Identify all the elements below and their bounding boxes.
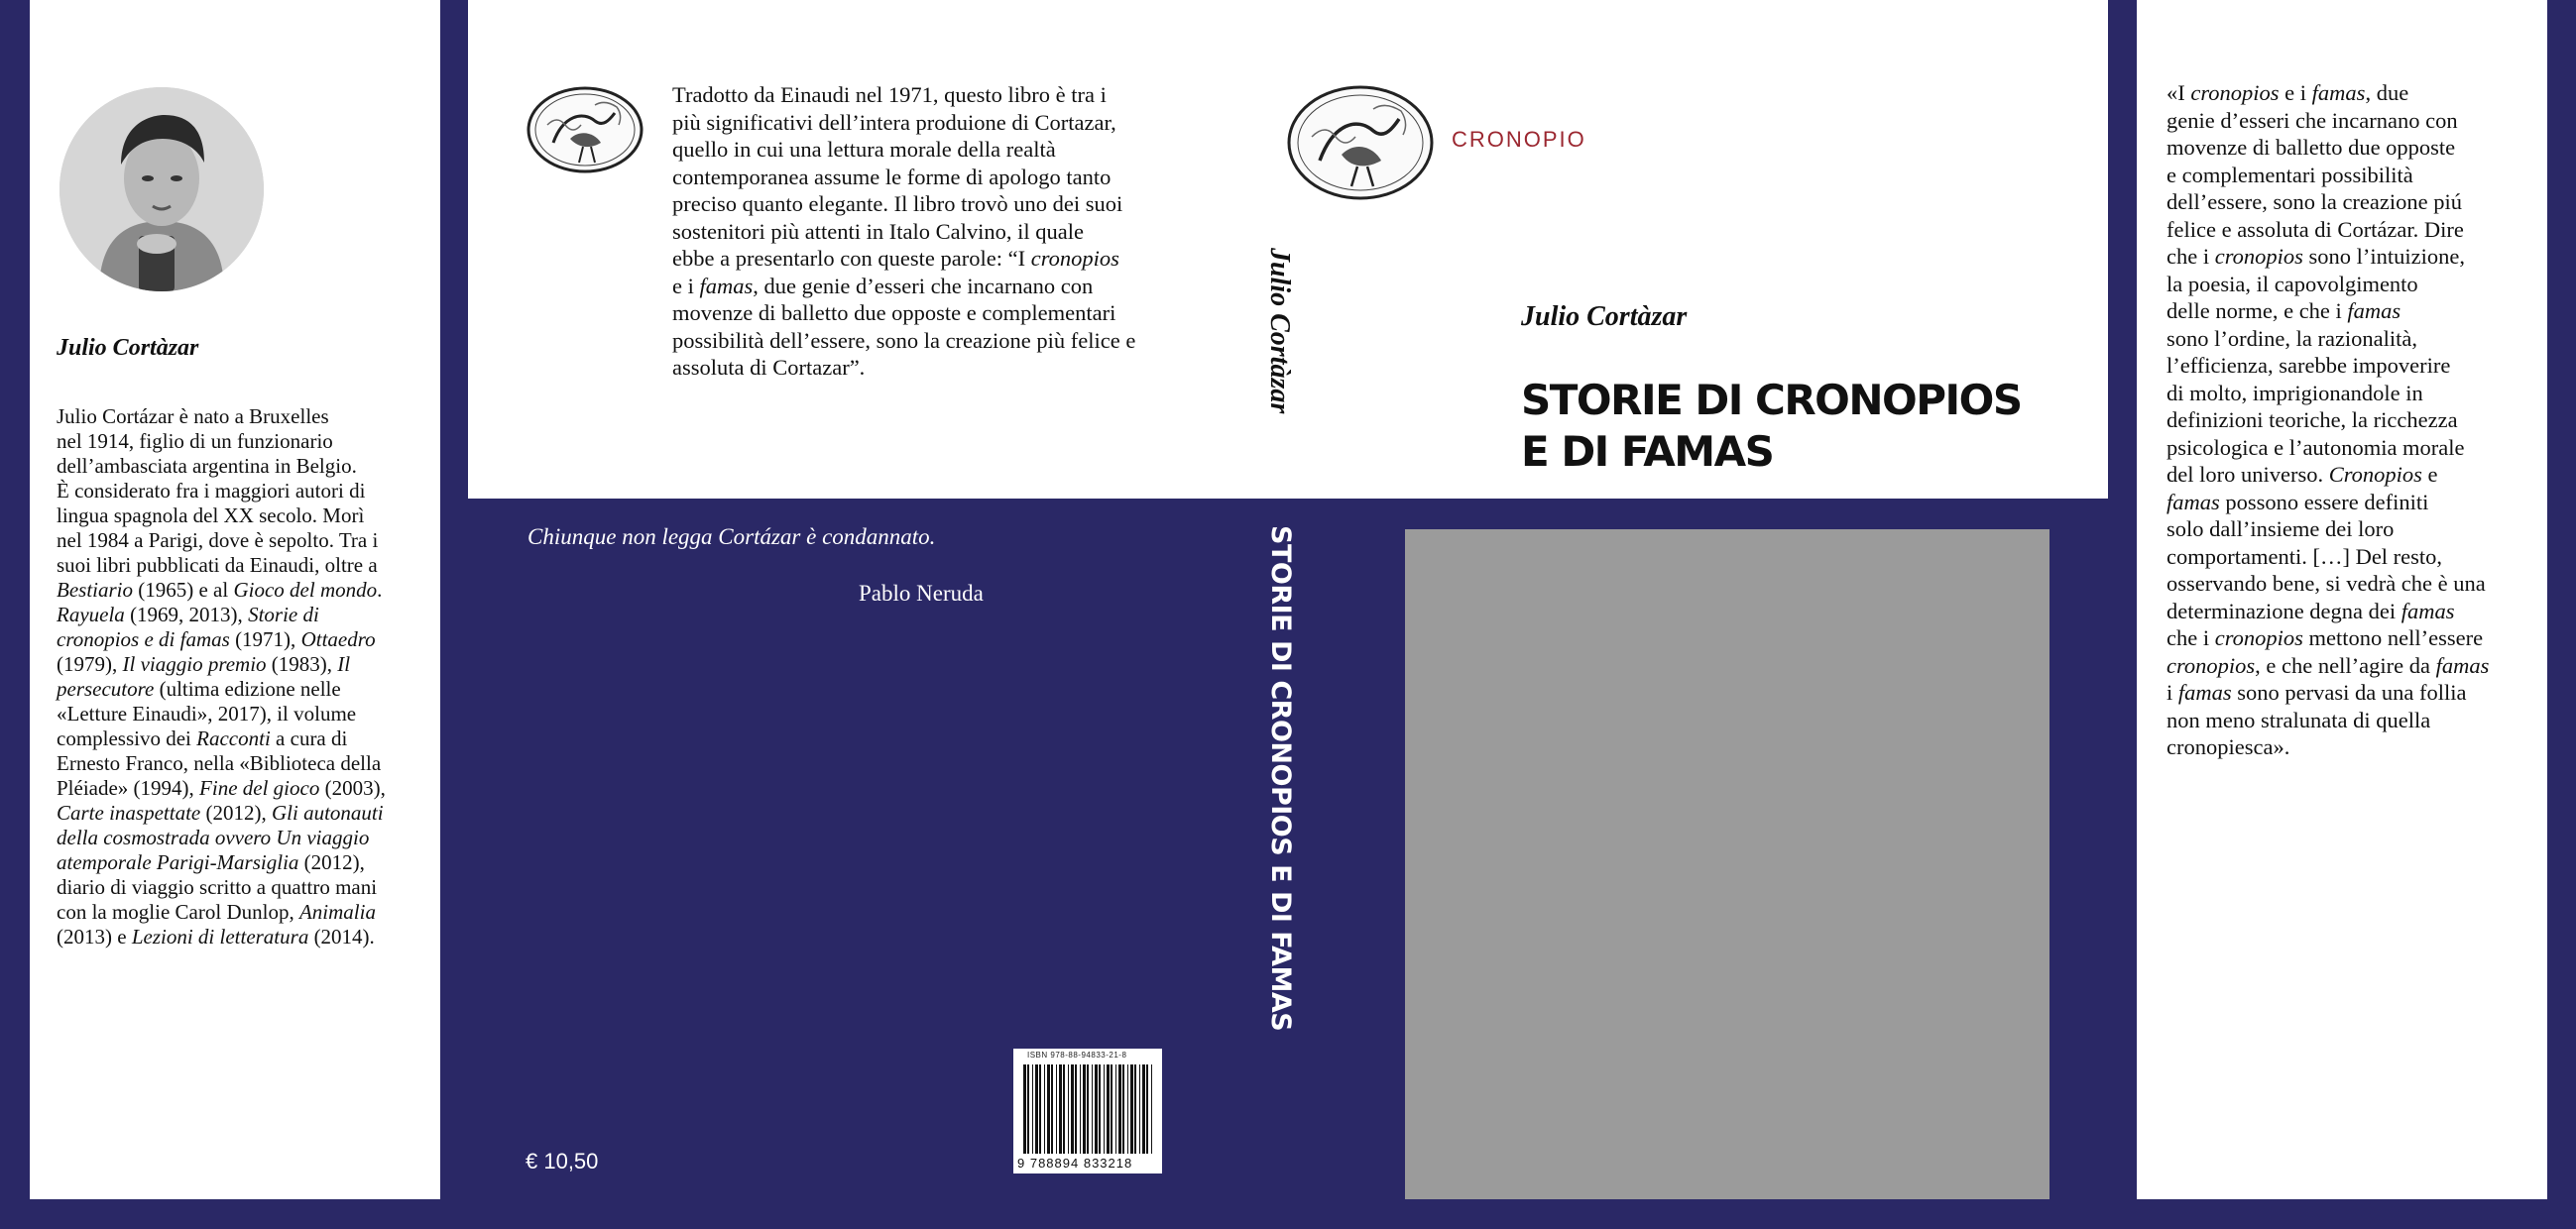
- barcode-bar: [1083, 1064, 1086, 1154]
- price: € 10,50: [526, 1149, 599, 1173]
- barcode-bar: [1080, 1064, 1081, 1154]
- barcode-bar: [1056, 1064, 1057, 1154]
- barcode-bar: [1087, 1064, 1089, 1154]
- text-run: sono l’ordine, la razionalità,: [2166, 325, 2418, 351]
- barcode-bar: [1051, 1064, 1053, 1154]
- barcode-bar: [1059, 1064, 1062, 1154]
- text-run: del loro universo.: [2166, 462, 2329, 487]
- author-photo: [59, 87, 264, 291]
- text-run: felice e assoluta di Cortázar. Dire: [2166, 216, 2464, 242]
- text-run: (1965) e al: [133, 578, 234, 602]
- crane-seal-icon: [526, 85, 644, 174]
- barcode-bar: [1107, 1064, 1110, 1154]
- text-run: Storie di: [248, 603, 319, 626]
- barcode-bar: [1023, 1064, 1026, 1154]
- text-run: (1969, 2013),: [124, 603, 249, 626]
- text-run: che i: [2166, 625, 2215, 650]
- text-run: osservando bene, si vedrà che è una: [2166, 571, 2486, 596]
- author-biography: [57, 404, 423, 950]
- text-run: Cronopios: [2328, 462, 2422, 487]
- text-run: Il viaggio premio: [122, 652, 267, 676]
- text-run: cronopiesca».: [2166, 734, 2290, 759]
- text-run: , due: [2365, 80, 2409, 105]
- text-run: diario di viaggio scritto a quattro mani: [57, 875, 378, 899]
- barcode-bar: [1075, 1064, 1077, 1154]
- text-run: (2003),: [319, 776, 386, 800]
- text-run: famas: [2166, 489, 2220, 514]
- book-title-line-1: STORIE DI CRONOPIOS: [1521, 376, 2022, 424]
- barcode-bar: [1044, 1064, 1045, 1154]
- text-run: movenze di balletto due opposte e complementari: [672, 300, 1116, 325]
- barcode-bar: [1095, 1064, 1098, 1154]
- publisher-brand: CRONOPIO: [1452, 127, 1586, 152]
- flap-author-name: Julio Cortàzar: [57, 335, 199, 361]
- text-run: determinazione degna dei: [2166, 598, 2401, 623]
- barcode-bar: [1130, 1064, 1133, 1154]
- author-portrait-icon: [59, 87, 264, 291]
- text-run: (2012),: [298, 850, 365, 874]
- top-band: [468, 0, 2108, 499]
- text-run: persecutore: [57, 677, 155, 701]
- text-run: che i: [2166, 244, 2215, 269]
- text-run: Pléiade» (1994),: [57, 776, 200, 800]
- text-run: possibilità dell’essere, sono la creazione più felice e: [672, 327, 1136, 353]
- isbn-label: ISBN 978-88-94833-21-8: [1027, 1051, 1127, 1060]
- text-run: Bestiario: [57, 578, 133, 602]
- text-run: , due genie d’esseri che incarnano con: [753, 273, 1094, 298]
- text-run: Gioco del mondo: [233, 578, 378, 602]
- text-run: movenze di balletto due opposte: [2166, 135, 2456, 160]
- text-run: della cosmostrada ovvero Un viaggio: [57, 826, 370, 849]
- text-run: (ultima edizione nelle: [154, 677, 341, 701]
- text-run: cronopios: [2214, 625, 2303, 650]
- barcode-bar: [1104, 1064, 1105, 1154]
- text-run: psicologica e l’autonomia morale: [2166, 434, 2465, 460]
- right-flap: [2137, 0, 2547, 1199]
- text-run: dell’essere, sono la creazione piú: [2166, 189, 2462, 214]
- text-run: famas: [2347, 298, 2401, 323]
- text-run: .: [377, 578, 383, 602]
- text-run: Ernesto Franco, nella «Biblioteca della: [57, 751, 382, 775]
- text-run: genie d’esseri che incarnano con: [2166, 107, 2458, 133]
- barcode-bar: [1035, 1064, 1038, 1154]
- text-run: e i: [672, 273, 700, 298]
- text-run: cronopios: [2166, 652, 2256, 678]
- text-run: (1983),: [266, 652, 338, 676]
- text-run: cronopios e di famas: [57, 627, 230, 651]
- text-run: quello in cui una lettura morale della realtà: [672, 137, 1056, 162]
- text-run: famas: [2435, 652, 2490, 678]
- text-run: assoluta di Cortazar”.: [672, 355, 866, 380]
- text-run: cronopios: [1030, 246, 1119, 271]
- text-run: definizioni teoriche, la ricchezza: [2166, 407, 2458, 432]
- text-run: e complementari possibilità: [2166, 162, 2413, 187]
- neruda-attribution: Pablo Neruda: [859, 581, 984, 606]
- crane-seal-icon: [1286, 83, 1435, 202]
- calvino-quote: [2166, 79, 2531, 761]
- text-run: sostenitori più attenti in Italo Calvino, il quale: [672, 218, 1084, 244]
- text-run: lingua spagnola del XX secolo. Morì: [57, 503, 365, 527]
- text-run: famas: [2400, 598, 2455, 623]
- text-run: solo dall’insieme dei loro: [2166, 516, 2395, 541]
- barcode-bar: [1134, 1064, 1136, 1154]
- front-author-name: Julio Cortàzar: [1521, 301, 1688, 332]
- cover-image-placeholder: [1405, 529, 2049, 1199]
- barcode-bar: [1151, 1064, 1152, 1154]
- text-run: più significativi dell’intera produione di Cortazar,: [672, 109, 1116, 135]
- text-run: Carte inaspettate: [57, 801, 201, 825]
- neruda-quote: Chiunque non legga Cortázar è condannato.: [527, 524, 936, 549]
- text-run: cronopios: [2190, 80, 2280, 105]
- text-run: Gli autonauti: [272, 801, 384, 825]
- text-run: a cura di: [270, 726, 348, 750]
- text-run: delle norme, e che i: [2166, 298, 2348, 323]
- text-run: possono essere definiti: [2219, 489, 2429, 514]
- barcode-bar: [1039, 1064, 1041, 1154]
- text-run: ebbe a presentarlo con queste parole: “I: [672, 246, 1031, 271]
- text-run: e: [2421, 462, 2438, 487]
- text-run: sono pervasi da una follia: [2231, 680, 2467, 705]
- text-run: atemporale Parigi-Marsiglia: [57, 850, 299, 874]
- text-run: È considerato fra i maggiori autori di: [57, 479, 366, 503]
- text-run: (2012),: [200, 801, 272, 825]
- text-run: l’efficienza, sarebbe impoverire: [2166, 353, 2451, 378]
- text-run: famas: [699, 273, 754, 298]
- text-run: «Letture Einaudi», 2017), il volume: [57, 702, 357, 726]
- text-run: famas: [2177, 680, 2232, 705]
- barcode-digits: 9 788894 833218: [1017, 1156, 1133, 1171]
- text-run: nel 1914, figlio di un funzionario: [57, 429, 333, 453]
- text-run: non meno stralunata di quella: [2166, 707, 2431, 732]
- text-run: Julio Cortázar è nato a Bruxelles: [57, 404, 329, 428]
- barcode-bar: [1127, 1064, 1128, 1154]
- text-run: Il: [337, 652, 351, 676]
- text-run: Lezioni di letteratura: [131, 925, 309, 949]
- text-run: «I: [2166, 80, 2191, 105]
- text-run: Tradotto da Einaudi nel 1971, questo libro è tra i: [672, 82, 1107, 107]
- barcode-bar: [1092, 1064, 1093, 1154]
- text-run: (1971),: [229, 627, 301, 651]
- spine-title: STORIE DI CRONOPIOS E DI FAMAS: [1265, 525, 1296, 1032]
- barcode-bar: [1032, 1064, 1033, 1154]
- text-run: (2014).: [308, 925, 375, 949]
- barcode-bar: [1047, 1064, 1050, 1154]
- text-run: (2013) e: [57, 925, 132, 949]
- barcode-bar: [1099, 1064, 1101, 1154]
- text-run: Rayuela: [57, 603, 125, 626]
- text-run: e i: [2279, 80, 2312, 105]
- barcode-bar: [1027, 1064, 1029, 1154]
- text-run: sono l’intuizione,: [2302, 244, 2466, 269]
- barcode-bar: [1122, 1064, 1124, 1154]
- text-run: Fine del gioco: [199, 776, 320, 800]
- barcode-bar: [1071, 1064, 1074, 1154]
- barcode-bar: [1111, 1064, 1112, 1154]
- spine-author-name: Julio Cortàzar: [1264, 248, 1295, 414]
- left-flap: [30, 0, 440, 1199]
- text-run: famas: [2311, 80, 2366, 105]
- text-run: comportamenti. […] Del resto,: [2166, 543, 2443, 569]
- barcode-bar: [1063, 1064, 1065, 1154]
- text-run: nel 1984 a Parigi, dove è sepolto. Tra i: [57, 528, 379, 552]
- text-run: suoi libri pubblicati da Einaudi, oltre a: [57, 553, 378, 577]
- text-run: Racconti: [196, 726, 271, 750]
- text-run: i: [2166, 680, 2178, 705]
- text-run: Animalia: [298, 900, 376, 924]
- barcode-bar: [1139, 1064, 1140, 1154]
- barcode-bar: [1068, 1064, 1069, 1154]
- text-run: la poesia, il capovolgimento: [2166, 271, 2418, 296]
- back-cover-blurb: [672, 81, 1180, 382]
- book-title: [1521, 375, 2022, 478]
- barcode-bar: [1146, 1064, 1148, 1154]
- text-run: contemporanea assume le forme di apologo tanto: [672, 164, 1112, 189]
- isbn-barcode: [1013, 1049, 1162, 1173]
- text-run: Ottaedro: [300, 627, 376, 651]
- barcode-bar: [1115, 1064, 1116, 1154]
- text-run: mettono nell’essere: [2302, 625, 2484, 650]
- text-run: , e che nell’agire da: [2255, 652, 2436, 678]
- text-run: dell’ambasciata argentina in Belgio.: [57, 454, 357, 478]
- book-title-line-2: E DI FAMAS: [1521, 427, 1774, 476]
- barcode-bar: [1118, 1064, 1121, 1154]
- text-run: con la moglie Carol Dunlop,: [57, 900, 299, 924]
- text-run: cronopios: [2214, 244, 2303, 269]
- text-run: preciso quanto elegante. Il libro trovò uno dei suoi: [672, 191, 1123, 216]
- barcode-bar: [1142, 1064, 1145, 1154]
- text-run: complessivo dei: [57, 726, 197, 750]
- text-run: di molto, imprigionandole in: [2166, 380, 2423, 405]
- text-run: (1979),: [57, 652, 123, 676]
